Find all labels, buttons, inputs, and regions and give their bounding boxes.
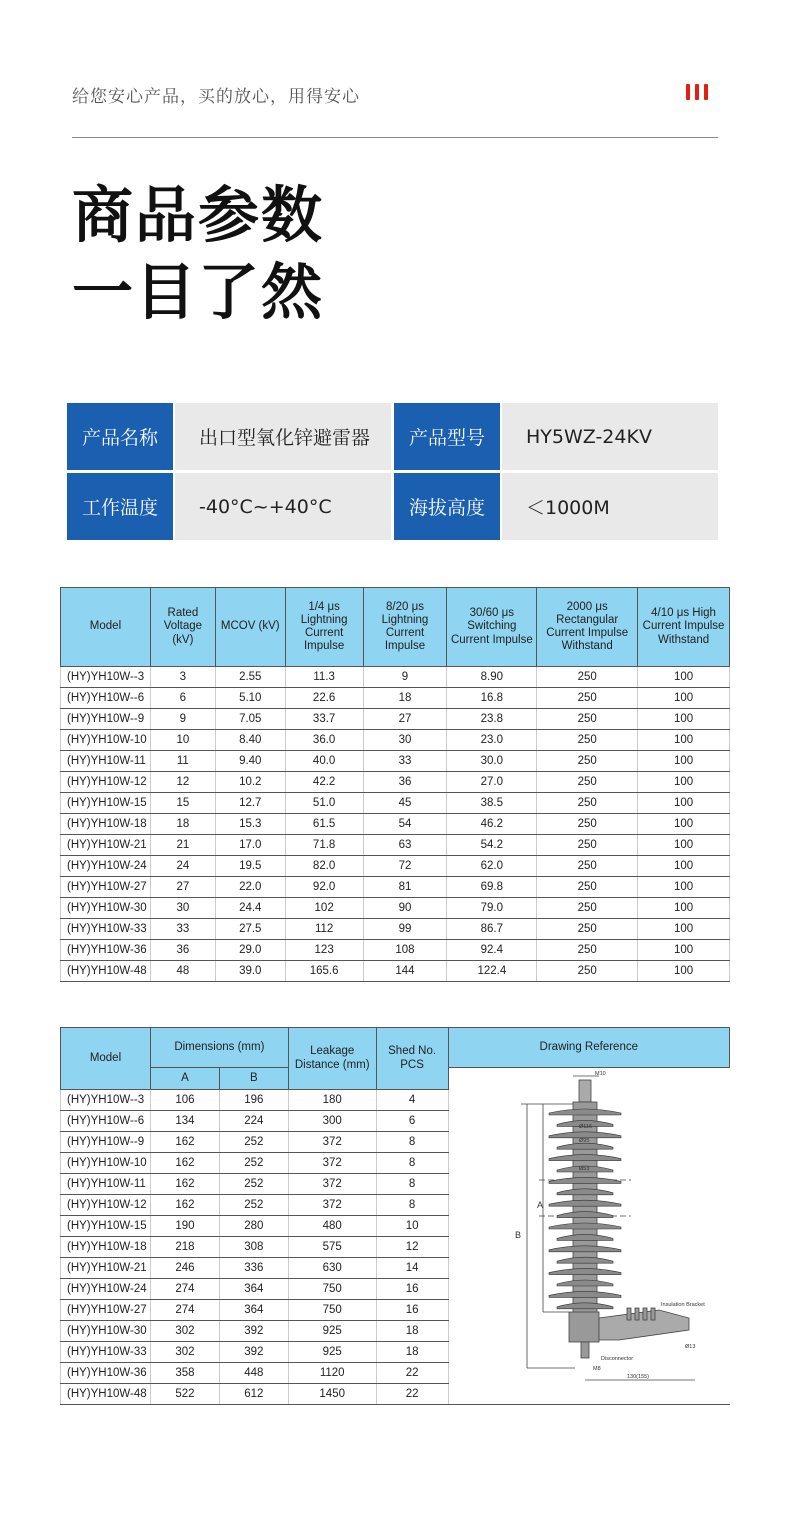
table-cell: 8 bbox=[376, 1132, 448, 1153]
table-cell: 336 bbox=[219, 1258, 288, 1279]
col-model: Model bbox=[61, 588, 151, 667]
table-cell: 112 bbox=[285, 919, 363, 940]
table-cell: (HY)YH10W-11 bbox=[61, 751, 151, 772]
table-cell: 100 bbox=[638, 961, 730, 982]
table-cell: 23.8 bbox=[447, 709, 537, 730]
table-cell: (HY)YH10W--6 bbox=[61, 688, 151, 709]
table-cell: 302 bbox=[150, 1342, 219, 1363]
table-cell: 22.6 bbox=[285, 688, 363, 709]
table-cell: 29.0 bbox=[215, 940, 285, 961]
label-m8: M8 bbox=[593, 1366, 601, 1372]
shed bbox=[557, 1212, 613, 1218]
table-cell: (HY)YH10W-24 bbox=[61, 856, 151, 877]
table-cell: 274 bbox=[150, 1279, 219, 1300]
table-row bbox=[61, 751, 730, 772]
table-cell: 162 bbox=[150, 1153, 219, 1174]
table-cell: (HY)YH10W-33 bbox=[61, 1342, 151, 1363]
table-cell: 252 bbox=[219, 1132, 288, 1153]
table-cell: 4 bbox=[376, 1090, 448, 1111]
table-cell: 33 bbox=[150, 919, 215, 940]
bracket-fin bbox=[627, 1308, 631, 1320]
table-cell: 24 bbox=[150, 856, 215, 877]
table-cell: 7.05 bbox=[215, 709, 285, 730]
table-cell: (HY)YH10W-12 bbox=[61, 1195, 151, 1216]
table-cell: 15.3 bbox=[215, 814, 285, 835]
table-cell: 358 bbox=[150, 1363, 219, 1384]
table-cell: 8 bbox=[376, 1153, 448, 1174]
table-cell: 364 bbox=[219, 1300, 288, 1321]
table-cell: 18 bbox=[150, 814, 215, 835]
table-cell: (HY)YH10W-27 bbox=[61, 877, 151, 898]
table-cell: 22 bbox=[376, 1384, 448, 1405]
table-cell: 246 bbox=[150, 1258, 219, 1279]
table-cell: (HY)YH10W-10 bbox=[61, 730, 151, 751]
table-cell: 750 bbox=[288, 1300, 376, 1321]
table-cell: 16 bbox=[376, 1279, 448, 1300]
table-cell: 11 bbox=[150, 751, 215, 772]
table-cell: 54.2 bbox=[447, 835, 537, 856]
table-cell: 250 bbox=[537, 877, 638, 898]
table-cell: 38.5 bbox=[447, 793, 537, 814]
table-cell: (HY)YH10W--9 bbox=[61, 1132, 151, 1153]
table-cell: 18 bbox=[376, 1342, 448, 1363]
col-dimensions: Dimensions (mm) bbox=[150, 1028, 288, 1068]
col-shed: Shed No. PCS bbox=[376, 1028, 448, 1090]
table-cell: 99 bbox=[363, 919, 447, 940]
col-model: Model bbox=[61, 1028, 151, 1090]
bracket-fin bbox=[635, 1308, 639, 1320]
table-cell: 302 bbox=[150, 1321, 219, 1342]
shed bbox=[549, 1246, 621, 1252]
table-cell: 372 bbox=[288, 1153, 376, 1174]
table-cell: 165.6 bbox=[285, 961, 363, 982]
table-cell: 9 bbox=[150, 709, 215, 730]
label-base-len: 130(155) bbox=[627, 1374, 650, 1380]
table-cell: 250 bbox=[537, 835, 638, 856]
table-row bbox=[61, 814, 730, 835]
table-cell: 925 bbox=[288, 1342, 376, 1363]
table-cell: (HY)YH10W--6 bbox=[61, 1111, 151, 1132]
table-cell: 224 bbox=[219, 1111, 288, 1132]
arrester-drawing bbox=[509, 1068, 723, 1384]
table-cell: 218 bbox=[150, 1237, 219, 1258]
table-cell: 46.2 bbox=[447, 814, 537, 835]
table-cell: 92.0 bbox=[285, 877, 363, 898]
shed bbox=[549, 1200, 621, 1206]
table-cell: 45 bbox=[363, 793, 447, 814]
table-row bbox=[61, 919, 730, 940]
table-cell: 250 bbox=[537, 667, 638, 688]
table-cell: 480 bbox=[288, 1216, 376, 1237]
table-cell: 630 bbox=[288, 1258, 376, 1279]
table-cell: 100 bbox=[638, 835, 730, 856]
work-temp-label: 工作温度 bbox=[67, 473, 173, 540]
table-cell: 8 bbox=[376, 1195, 448, 1216]
table-cell: 48 bbox=[150, 961, 215, 982]
table-cell: 42.2 bbox=[285, 772, 363, 793]
table-cell: 750 bbox=[288, 1279, 376, 1300]
table-cell: 196 bbox=[219, 1090, 288, 1111]
table-cell: 250 bbox=[537, 688, 638, 709]
table-cell: (HY)YH10W-36 bbox=[61, 940, 151, 961]
table-cell: 16 bbox=[376, 1300, 448, 1321]
label-a: A bbox=[537, 1200, 544, 1210]
table-cell: (HY)YH10W-21 bbox=[61, 835, 151, 856]
table-cell: (HY)YH10W-18 bbox=[61, 1237, 151, 1258]
table-cell: 3 bbox=[150, 667, 215, 688]
table-row bbox=[61, 961, 730, 982]
table-cell: 18 bbox=[363, 688, 447, 709]
table-row bbox=[61, 835, 730, 856]
col-lightning-8-20: 8/20 μs Lightning Current Impulse bbox=[363, 588, 447, 667]
table-cell: 27 bbox=[150, 877, 215, 898]
table-cell: 23.0 bbox=[447, 730, 537, 751]
col-dim-a: A bbox=[150, 1068, 219, 1090]
col-leakage: Leakage Distance (mm) bbox=[288, 1028, 376, 1090]
table-cell: 5.10 bbox=[215, 688, 285, 709]
table-cell: 12 bbox=[150, 772, 215, 793]
table-cell: (HY)YH10W-30 bbox=[61, 898, 151, 919]
table-cell: (HY)YH10W-36 bbox=[61, 1363, 151, 1384]
table-cell: 250 bbox=[537, 919, 638, 940]
table-cell: 16.8 bbox=[447, 688, 537, 709]
table-cell: 100 bbox=[638, 709, 730, 730]
col-rated-voltage: Rated Voltage (kV) bbox=[150, 588, 215, 667]
table-cell: 17.0 bbox=[215, 835, 285, 856]
table-row bbox=[61, 709, 730, 730]
table-row bbox=[61, 772, 730, 793]
table-cell: (HY)YH10W--3 bbox=[61, 1090, 151, 1111]
table-cell: 1120 bbox=[288, 1363, 376, 1384]
table-cell: 33 bbox=[363, 751, 447, 772]
table-cell: 71.8 bbox=[285, 835, 363, 856]
sheds bbox=[549, 1102, 621, 1314]
col-lightning-1-4: 1/4 μs Lightning Current Impulse bbox=[285, 588, 363, 667]
table-cell: 308 bbox=[219, 1237, 288, 1258]
table-cell: 9.40 bbox=[215, 751, 285, 772]
table-cell: 180 bbox=[288, 1090, 376, 1111]
table-cell: (HY)YH10W-12 bbox=[61, 772, 151, 793]
product-info-grid bbox=[67, 403, 718, 540]
table-cell: (HY)YH10W-30 bbox=[61, 1321, 151, 1342]
table-cell: 252 bbox=[219, 1174, 288, 1195]
table-cell: 82.0 bbox=[285, 856, 363, 877]
table-cell: 250 bbox=[537, 856, 638, 877]
table-cell: (HY)YH10W-27 bbox=[61, 1300, 151, 1321]
label-b: B bbox=[515, 1230, 522, 1240]
table-cell: 100 bbox=[638, 919, 730, 940]
label-d13: Ø13 bbox=[685, 1344, 696, 1350]
table-cell: 39.0 bbox=[215, 961, 285, 982]
table-cell: 102 bbox=[285, 898, 363, 919]
table-cell: 92.4 bbox=[447, 940, 537, 961]
table-cell: 22.0 bbox=[215, 877, 285, 898]
table-cell: 19.5 bbox=[215, 856, 285, 877]
table-cell: 12.7 bbox=[215, 793, 285, 814]
table-cell: (HY)YH10W-48 bbox=[61, 1384, 151, 1405]
table-cell: (HY)YH10W-33 bbox=[61, 919, 151, 940]
table-cell: 62.0 bbox=[447, 856, 537, 877]
table-cell: 100 bbox=[638, 688, 730, 709]
table-cell: 61.5 bbox=[285, 814, 363, 835]
shed bbox=[549, 1291, 621, 1297]
table-cell: 8.90 bbox=[447, 667, 537, 688]
table-cell: 36 bbox=[150, 940, 215, 961]
table-cell: (HY)YH10W-10 bbox=[61, 1153, 151, 1174]
shed bbox=[549, 1132, 621, 1138]
table-cell: 36 bbox=[363, 772, 447, 793]
base-body bbox=[569, 1312, 599, 1342]
shed bbox=[549, 1177, 621, 1183]
table-cell: (HY)YH10W-21 bbox=[61, 1258, 151, 1279]
table-cell: 8.40 bbox=[215, 730, 285, 751]
col-mcov: MCOV (kV) bbox=[215, 588, 285, 667]
product-name-label: 产品名称 bbox=[67, 403, 173, 470]
tagline: 给您安心产品，买的放心，用得安心 bbox=[72, 87, 360, 107]
table-cell: 100 bbox=[638, 772, 730, 793]
table-row bbox=[61, 898, 730, 919]
shed bbox=[557, 1303, 613, 1309]
table-cell: 250 bbox=[537, 898, 638, 919]
table-cell: (HY)YH10W--3 bbox=[61, 667, 151, 688]
table-cell: 10.2 bbox=[215, 772, 285, 793]
table-cell: 12 bbox=[376, 1237, 448, 1258]
table-cell: 36.0 bbox=[285, 730, 363, 751]
table-cell: 100 bbox=[638, 856, 730, 877]
table-cell: 122.4 bbox=[447, 961, 537, 982]
shed bbox=[557, 1257, 613, 1263]
table-cell: 100 bbox=[638, 940, 730, 961]
table-cell: 51.0 bbox=[285, 793, 363, 814]
table-cell: 27.5 bbox=[215, 919, 285, 940]
table-cell: 40.0 bbox=[285, 751, 363, 772]
table-cell: 252 bbox=[219, 1153, 288, 1174]
table-cell: 250 bbox=[537, 709, 638, 730]
table-cell: (HY)YH10W-11 bbox=[61, 1174, 151, 1195]
table-cell: 162 bbox=[150, 1174, 219, 1195]
table-cell: 72 bbox=[363, 856, 447, 877]
product-model-value: HY5WZ-24KV bbox=[502, 403, 718, 470]
table-cell: 27.0 bbox=[447, 772, 537, 793]
table-row bbox=[61, 688, 730, 709]
table-cell: 18 bbox=[376, 1321, 448, 1342]
shed bbox=[549, 1109, 621, 1115]
table-cell: 22 bbox=[376, 1363, 448, 1384]
table-cell: 372 bbox=[288, 1174, 376, 1195]
table-cell: 190 bbox=[150, 1216, 219, 1237]
shed bbox=[557, 1143, 613, 1149]
table-cell: 252 bbox=[219, 1195, 288, 1216]
table-cell: 100 bbox=[638, 751, 730, 772]
table-cell: 162 bbox=[150, 1195, 219, 1216]
table-cell: 30.0 bbox=[447, 751, 537, 772]
table-cell: 144 bbox=[363, 961, 447, 982]
table-cell: 575 bbox=[288, 1237, 376, 1258]
shed bbox=[557, 1189, 613, 1195]
altitude-label: 海拔高度 bbox=[394, 473, 500, 540]
disconnector bbox=[581, 1342, 589, 1358]
table-cell: 106 bbox=[150, 1090, 219, 1111]
table-cell: 162 bbox=[150, 1132, 219, 1153]
table-cell: 24.4 bbox=[215, 898, 285, 919]
table-cell: (HY)YH10W-15 bbox=[61, 1216, 151, 1237]
table-cell: 280 bbox=[219, 1216, 288, 1237]
table-cell: 9 bbox=[363, 667, 447, 688]
table-cell: 250 bbox=[537, 961, 638, 982]
table-cell: 30 bbox=[363, 730, 447, 751]
shed bbox=[557, 1280, 613, 1286]
table-row bbox=[61, 877, 730, 898]
table-cell: 300 bbox=[288, 1111, 376, 1132]
divider bbox=[72, 137, 718, 138]
table-cell: 11.3 bbox=[285, 667, 363, 688]
col-switching: 30/60 μs Switching Current Impulse bbox=[447, 588, 537, 667]
col-dim-b: B bbox=[219, 1068, 288, 1090]
shed bbox=[557, 1234, 613, 1240]
table-cell: 100 bbox=[638, 730, 730, 751]
table-cell: 54 bbox=[363, 814, 447, 835]
page-title-line1: 商品参数 bbox=[72, 180, 325, 251]
table-cell: 90 bbox=[363, 898, 447, 919]
work-temp-value: -40°C~+40°C bbox=[175, 473, 391, 540]
table-cell: 274 bbox=[150, 1300, 219, 1321]
label-m10: M10 bbox=[595, 1071, 606, 1077]
table-cell: 448 bbox=[219, 1363, 288, 1384]
table-cell: (HY)YH10W-24 bbox=[61, 1279, 151, 1300]
table-cell: 33.7 bbox=[285, 709, 363, 730]
table-row bbox=[61, 667, 730, 688]
label-d116: Ø116 bbox=[579, 1124, 593, 1130]
col-high-current: 4/10 μs High Current Impulse Withstand bbox=[638, 588, 730, 667]
page-title-line2: 一目了然 bbox=[72, 257, 325, 328]
shed bbox=[549, 1155, 621, 1161]
table-cell: 86.7 bbox=[447, 919, 537, 940]
electrical-spec-table bbox=[60, 587, 730, 982]
bracket-fin bbox=[643, 1308, 647, 1320]
terminal-stud bbox=[579, 1080, 591, 1102]
table-cell: (HY)YH10W-15 bbox=[61, 793, 151, 814]
table-cell: 1450 bbox=[288, 1384, 376, 1405]
bracket-fin bbox=[651, 1308, 655, 1320]
table-cell: 15 bbox=[150, 793, 215, 814]
product-name-value: 出口型氧化锌避雷器 bbox=[175, 403, 391, 470]
table-cell: 2.55 bbox=[215, 667, 285, 688]
table-row bbox=[61, 730, 730, 751]
table-cell: 81 bbox=[363, 877, 447, 898]
table-cell: 6 bbox=[376, 1111, 448, 1132]
table-row bbox=[61, 793, 730, 814]
table-cell: (HY)YH10W--9 bbox=[61, 709, 151, 730]
label-bracket: Insulation Bracket bbox=[661, 1302, 705, 1308]
shed bbox=[549, 1223, 621, 1229]
label-disconnector: Disconnector bbox=[601, 1356, 634, 1362]
table-cell: 10 bbox=[376, 1216, 448, 1237]
altitude-value: ＜1000M bbox=[502, 473, 718, 540]
label-d53: Ø53 bbox=[579, 1166, 590, 1172]
shed bbox=[549, 1269, 621, 1275]
table-cell: 14 bbox=[376, 1258, 448, 1279]
table-cell: 100 bbox=[638, 814, 730, 835]
table-cell: 250 bbox=[537, 772, 638, 793]
table-cell: 250 bbox=[537, 814, 638, 835]
col-rectangular: 2000 μs Rectangular Current Impulse Withstand bbox=[537, 588, 638, 667]
table-cell: (HY)YH10W-18 bbox=[61, 814, 151, 835]
table-cell: 100 bbox=[638, 667, 730, 688]
table-cell: 79.0 bbox=[447, 898, 537, 919]
product-model-label: 产品型号 bbox=[394, 403, 500, 470]
table-cell: 123 bbox=[285, 940, 363, 961]
table-cell: 250 bbox=[537, 793, 638, 814]
table-cell: 108 bbox=[363, 940, 447, 961]
table-cell: 392 bbox=[219, 1321, 288, 1342]
col-drawing: Drawing Reference bbox=[448, 1028, 729, 1068]
table-cell: 27 bbox=[363, 709, 447, 730]
table-cell: 925 bbox=[288, 1321, 376, 1342]
table-cell: 21 bbox=[150, 835, 215, 856]
table-cell: 30 bbox=[150, 898, 215, 919]
table-cell: 63 bbox=[363, 835, 447, 856]
table-cell: 612 bbox=[219, 1384, 288, 1405]
table-cell: 250 bbox=[537, 751, 638, 772]
table-cell: 522 bbox=[150, 1384, 219, 1405]
table-cell: 10 bbox=[150, 730, 215, 751]
table-cell: 100 bbox=[638, 898, 730, 919]
table-row bbox=[61, 940, 730, 961]
table-cell: 250 bbox=[537, 940, 638, 961]
table-cell: 134 bbox=[150, 1111, 219, 1132]
table-cell: 364 bbox=[219, 1279, 288, 1300]
table-cell: 8 bbox=[376, 1174, 448, 1195]
table-cell: 69.8 bbox=[447, 877, 537, 898]
table-cell: 100 bbox=[638, 877, 730, 898]
label-d95: Ø95 bbox=[579, 1138, 590, 1144]
table-cell: 372 bbox=[288, 1132, 376, 1153]
menu-bars-icon bbox=[686, 84, 708, 100]
table-cell: 100 bbox=[638, 793, 730, 814]
table-cell: 372 bbox=[288, 1195, 376, 1216]
table-cell: 392 bbox=[219, 1342, 288, 1363]
table-cell: 6 bbox=[150, 688, 215, 709]
table-cell: (HY)YH10W-48 bbox=[61, 961, 151, 982]
table-cell: 250 bbox=[537, 730, 638, 751]
table-row bbox=[61, 856, 730, 877]
